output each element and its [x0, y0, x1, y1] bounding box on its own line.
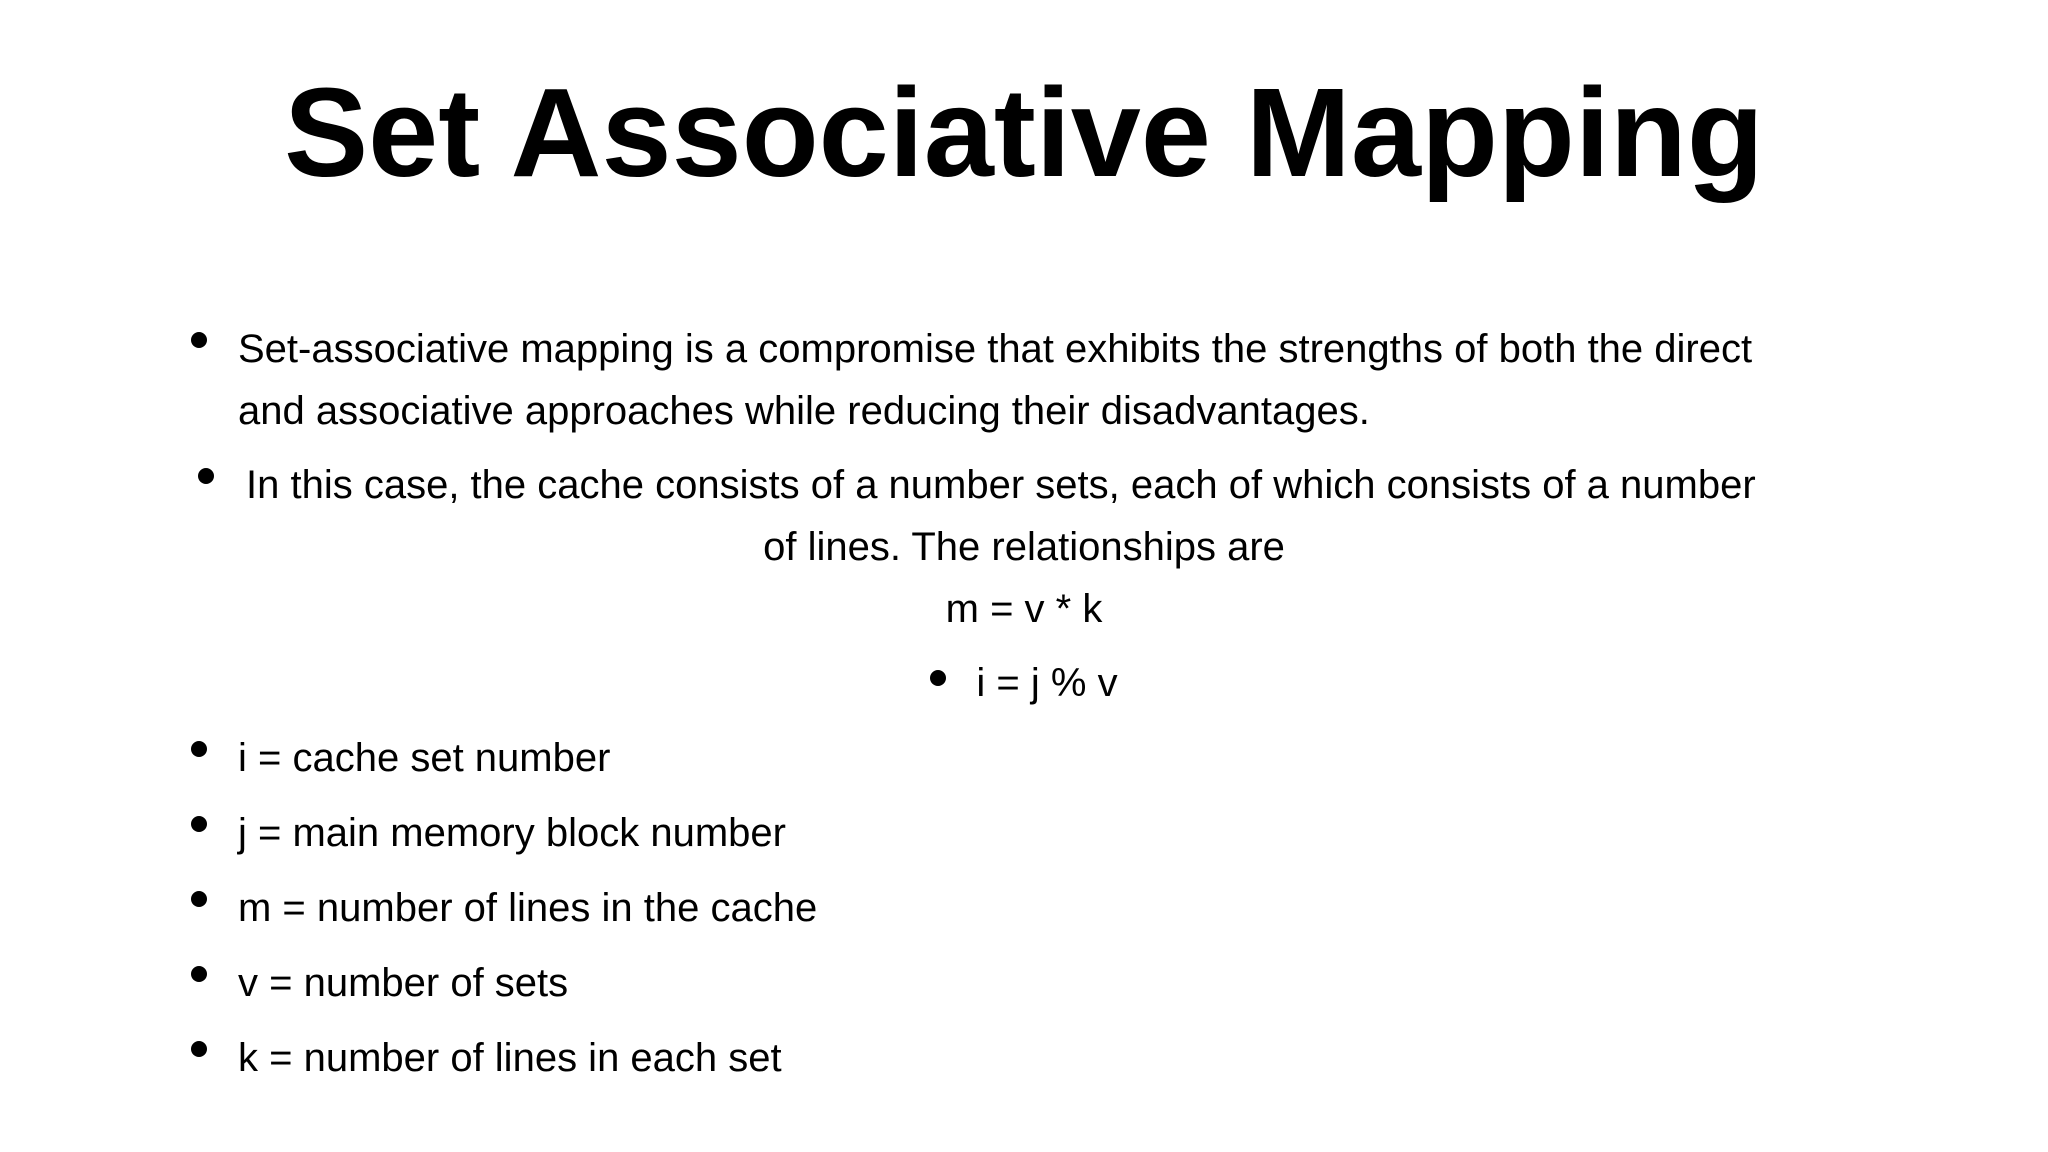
slide-title: Set Associative Mapping: [284, 62, 1764, 203]
definition-item: v = number of sets: [238, 961, 569, 1005]
intro-text-line-1: Set-associative mapping is a compromise that exhibits the strengths of both the direct: [238, 327, 1753, 371]
formula-i-row: [0, 652, 2048, 714]
cache-text-line-2: of lines. The relationships are: [763, 525, 1285, 569]
intro-text-line-2: and associative approaches while reducing their disadvantages.: [238, 389, 1370, 433]
bullet-icon: [191, 816, 207, 832]
bullet-icon: [191, 1041, 207, 1057]
formula-m: m = v * k: [945, 587, 1103, 631]
bullet-icon: [191, 891, 207, 907]
definition-item: m = number of lines in the cache: [238, 886, 818, 930]
definition-item: j = main memory block number: [238, 811, 786, 855]
definition-item: i = cache set number: [238, 736, 611, 780]
bullet-icon: [930, 670, 946, 686]
cache-text-line-1: In this case, the cache consists of a number sets, each of which consists of a number: [246, 463, 1756, 507]
bullet-icon: [191, 741, 207, 757]
formula-i: i = j % v: [976, 661, 1118, 705]
bullet-icon: [191, 966, 207, 982]
bullet-icon: [198, 468, 214, 484]
definition-item: k = number of lines in each set: [238, 1036, 782, 1080]
bullet-icon: [191, 332, 207, 348]
